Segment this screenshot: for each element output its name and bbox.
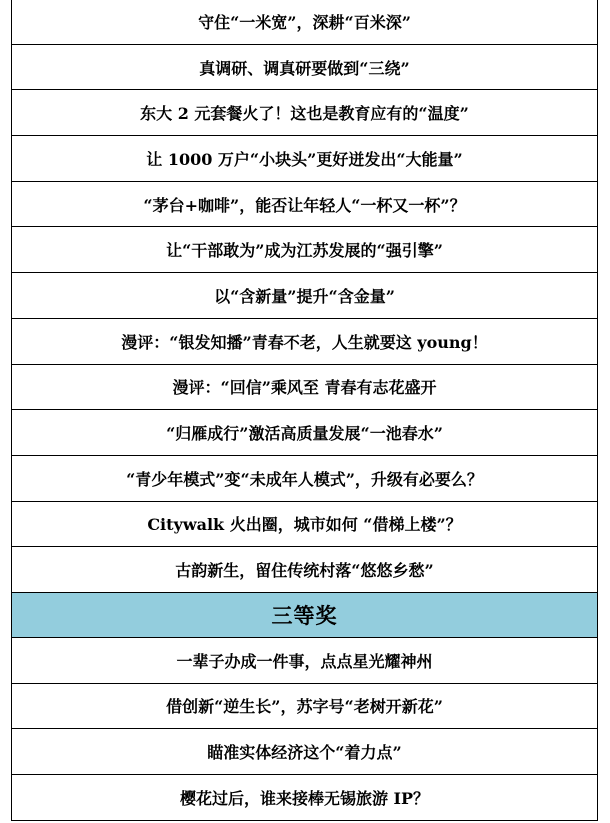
- table-row: [12, 729, 598, 775]
- article-title-cell: 瞄准实体经济这个“着力点”: [12, 729, 598, 775]
- section-header-row: [12, 592, 598, 637]
- article-title-cell: 借创新“逆生长”，苏字号“老树开新花”: [12, 683, 598, 729]
- article-title-cell: 古韵新生，留住传统村落“悠悠乡愁”: [12, 547, 598, 593]
- table-row: [12, 364, 598, 410]
- table-row: [12, 637, 598, 683]
- table-row: [12, 410, 598, 456]
- article-title-cell: “茅台+咖啡”，能否让年轻人“一杯又一杯”？: [12, 181, 598, 227]
- article-title-cell: 樱花过后，谁来接棒无锡旅游 IP？: [12, 775, 598, 821]
- article-title-cell: 漫评：“银发知播”青春不老，人生就要这 young！: [12, 318, 598, 364]
- article-title-cell: “青少年模式”变“未成年人模式”，升级有必要么？: [12, 455, 598, 501]
- table-row: [12, 227, 598, 273]
- article-title-cell: 漫评：“回信”乘风至 青春有志花盛开: [12, 364, 598, 410]
- article-title-cell: 让“干部敢为”成为江苏发展的“强引擎”: [12, 227, 598, 273]
- table-row: [12, 683, 598, 729]
- table-row: [12, 318, 598, 364]
- section-title-third-prize: 三等奖: [12, 592, 598, 637]
- table-row: [12, 455, 598, 501]
- table-row: [12, 0, 598, 44]
- table-row: [12, 136, 598, 182]
- article-title-cell: 东大 2 元套餐火了！这也是教育应有的“温度”: [12, 90, 598, 136]
- article-title-cell: 守住“一米宽”，深耕“百米深”: [12, 0, 598, 44]
- table-row: [12, 775, 598, 821]
- table-row: [12, 90, 598, 136]
- table-row: [12, 273, 598, 319]
- article-title-cell: Citywalk 火出圈，城市如何 “借梯上楼”？: [12, 501, 598, 547]
- article-title-cell: 让 1000 万户“小块头”更好迸发出“大能量”: [12, 136, 598, 182]
- article-title-cell: “归雁成行”激活高质量发展“一池春水”: [12, 410, 598, 456]
- award-list-table: [11, 0, 598, 821]
- table-row: [12, 181, 598, 227]
- article-title-cell: 真调研、调真研要做到“三绕”: [12, 44, 598, 90]
- award-list-body: [12, 0, 598, 820]
- article-title-cell: 以“含新量”提升“含金量”: [12, 273, 598, 319]
- article-title-cell: 一辈子办成一件事，点点星光耀神州: [12, 637, 598, 683]
- table-row: [12, 44, 598, 90]
- table-row: [12, 547, 598, 593]
- table-row: [12, 501, 598, 547]
